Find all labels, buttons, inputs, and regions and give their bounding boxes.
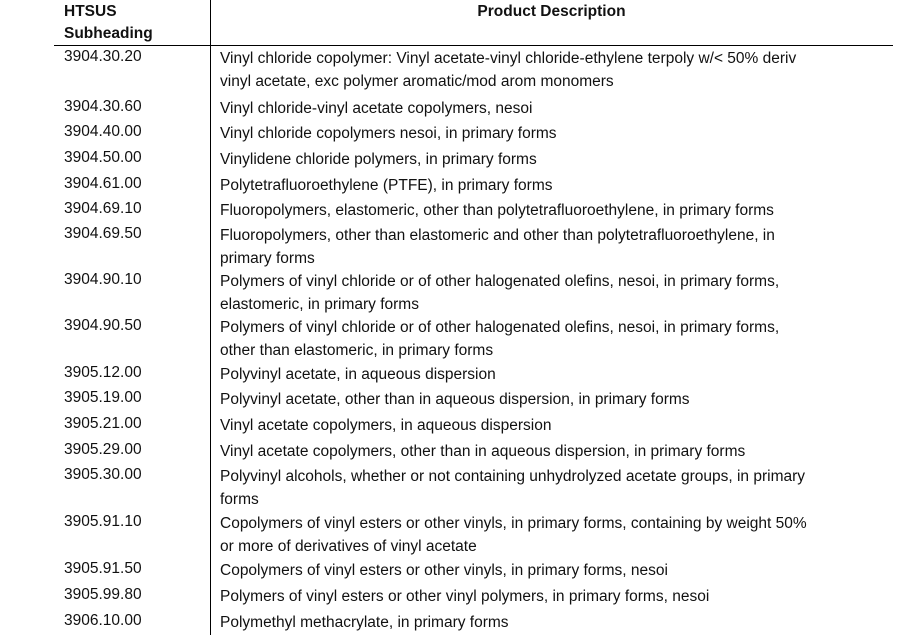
table-row (54, 222, 893, 270)
product-description: Polymers of vinyl chloride or of other halogenated olefins, nesoi, in primary forms, elastomeric, in primary forms (220, 273, 780, 313)
product-description: Vinylidene chloride polymers, in primary forms (220, 151, 537, 168)
product-description: Vinyl acetate copolymers, in aqueous dispersion (220, 417, 552, 434)
product-description: Polymethyl methacrylate, in primary forms (220, 614, 509, 631)
htsus-code: 3905.29.00 (64, 441, 142, 458)
table-row (54, 412, 893, 438)
table-row (54, 268, 893, 316)
product-description: Vinyl chloride copolymers nesoi, in primary forms (220, 125, 557, 142)
htsus-table (54, 0, 893, 631)
htsus-code: 3904.69.50 (64, 225, 142, 242)
table-header (54, 0, 893, 46)
product-description: Polytetrafluoroethylene (PTFE), in primary forms (220, 177, 553, 194)
product-description: Copolymers of vinyl esters or other vinyls, in primary forms, nesoi (220, 562, 668, 579)
table-row (54, 361, 893, 387)
product-description: Fluoropolymers, elastomeric, other than polytetrafluoroethylene, in primary forms (220, 202, 774, 219)
header-htsus-subheading (64, 1, 153, 45)
htsus-code: 3904.30.60 (64, 98, 142, 115)
product-description: Polymers of vinyl chloride or of other halogenated olefins, nesoi, in primary forms, other than elastomeric, in primary forms (220, 319, 780, 359)
htsus-code: 3905.19.00 (64, 389, 142, 406)
product-description: Vinyl acetate copolymers, other than in aqueous dispersion, in primary forms (220, 443, 746, 460)
table-row (54, 463, 893, 511)
htsus-code: 3904.50.00 (64, 149, 142, 166)
htsus-code: 3904.90.50 (64, 317, 142, 334)
product-description: Fluoropolymers, other than elastomeric and other than polytetrafluoroethylene, in primary forms (220, 227, 775, 267)
product-description: Polyvinyl acetate, in aqueous dispersion (220, 366, 496, 383)
table-row (54, 557, 893, 583)
product-description: Vinyl chloride-vinyl acetate copolymers, nesoi (220, 100, 533, 117)
product-description: Vinyl chloride copolymer: Vinyl acetate-vinyl chloride-ethylene terpoly w/< 50% deriv vinyl acetate, exc polymer aromatic/mod arom monomers (220, 50, 797, 90)
table-row (54, 172, 893, 198)
htsus-code: 3905.21.00 (64, 415, 142, 432)
table-row (54, 120, 893, 146)
table-row (54, 386, 893, 412)
htsus-code: 3904.69.10 (64, 200, 142, 217)
table-row (54, 314, 893, 362)
htsus-code: 3905.99.80 (64, 586, 142, 603)
htsus-code: 3906.10.00 (64, 612, 142, 629)
table-row (54, 510, 893, 558)
header-col1-line1: HTSUS (64, 3, 117, 20)
htsus-code: 3904.40.00 (64, 123, 142, 140)
table-row (54, 438, 893, 464)
header-col1-line2: Subheading (64, 25, 153, 42)
htsus-code: 3904.30.20 (64, 48, 142, 65)
product-description: Polyvinyl alcohols, whether or not containing unhydrolyzed acetate groups, in primary forms (220, 468, 806, 508)
table-row (54, 146, 893, 172)
header-product-description: Product Description (477, 3, 626, 20)
htsus-code: 3905.91.50 (64, 560, 142, 577)
htsus-code: 3905.91.10 (64, 513, 142, 530)
product-description: Polymers of vinyl esters or other vinyl polymers, in primary forms, nesoi (220, 588, 710, 605)
table-row (54, 197, 893, 223)
table-row (54, 583, 893, 609)
product-description: Copolymers of vinyl esters or other vinyls, in primary forms, containing by weight 50% or more of derivatives of vinyl acetate (220, 515, 807, 555)
htsus-code: 3905.12.00 (64, 364, 142, 381)
product-description: Polyvinyl acetate, other than in aqueous dispersion, in primary forms (220, 391, 690, 408)
table-row (54, 95, 893, 121)
htsus-code: 3904.61.00 (64, 175, 142, 192)
htsus-code: 3904.90.10 (64, 271, 142, 288)
table-row (54, 45, 893, 93)
htsus-code: 3905.30.00 (64, 466, 142, 483)
table-row (54, 609, 893, 635)
